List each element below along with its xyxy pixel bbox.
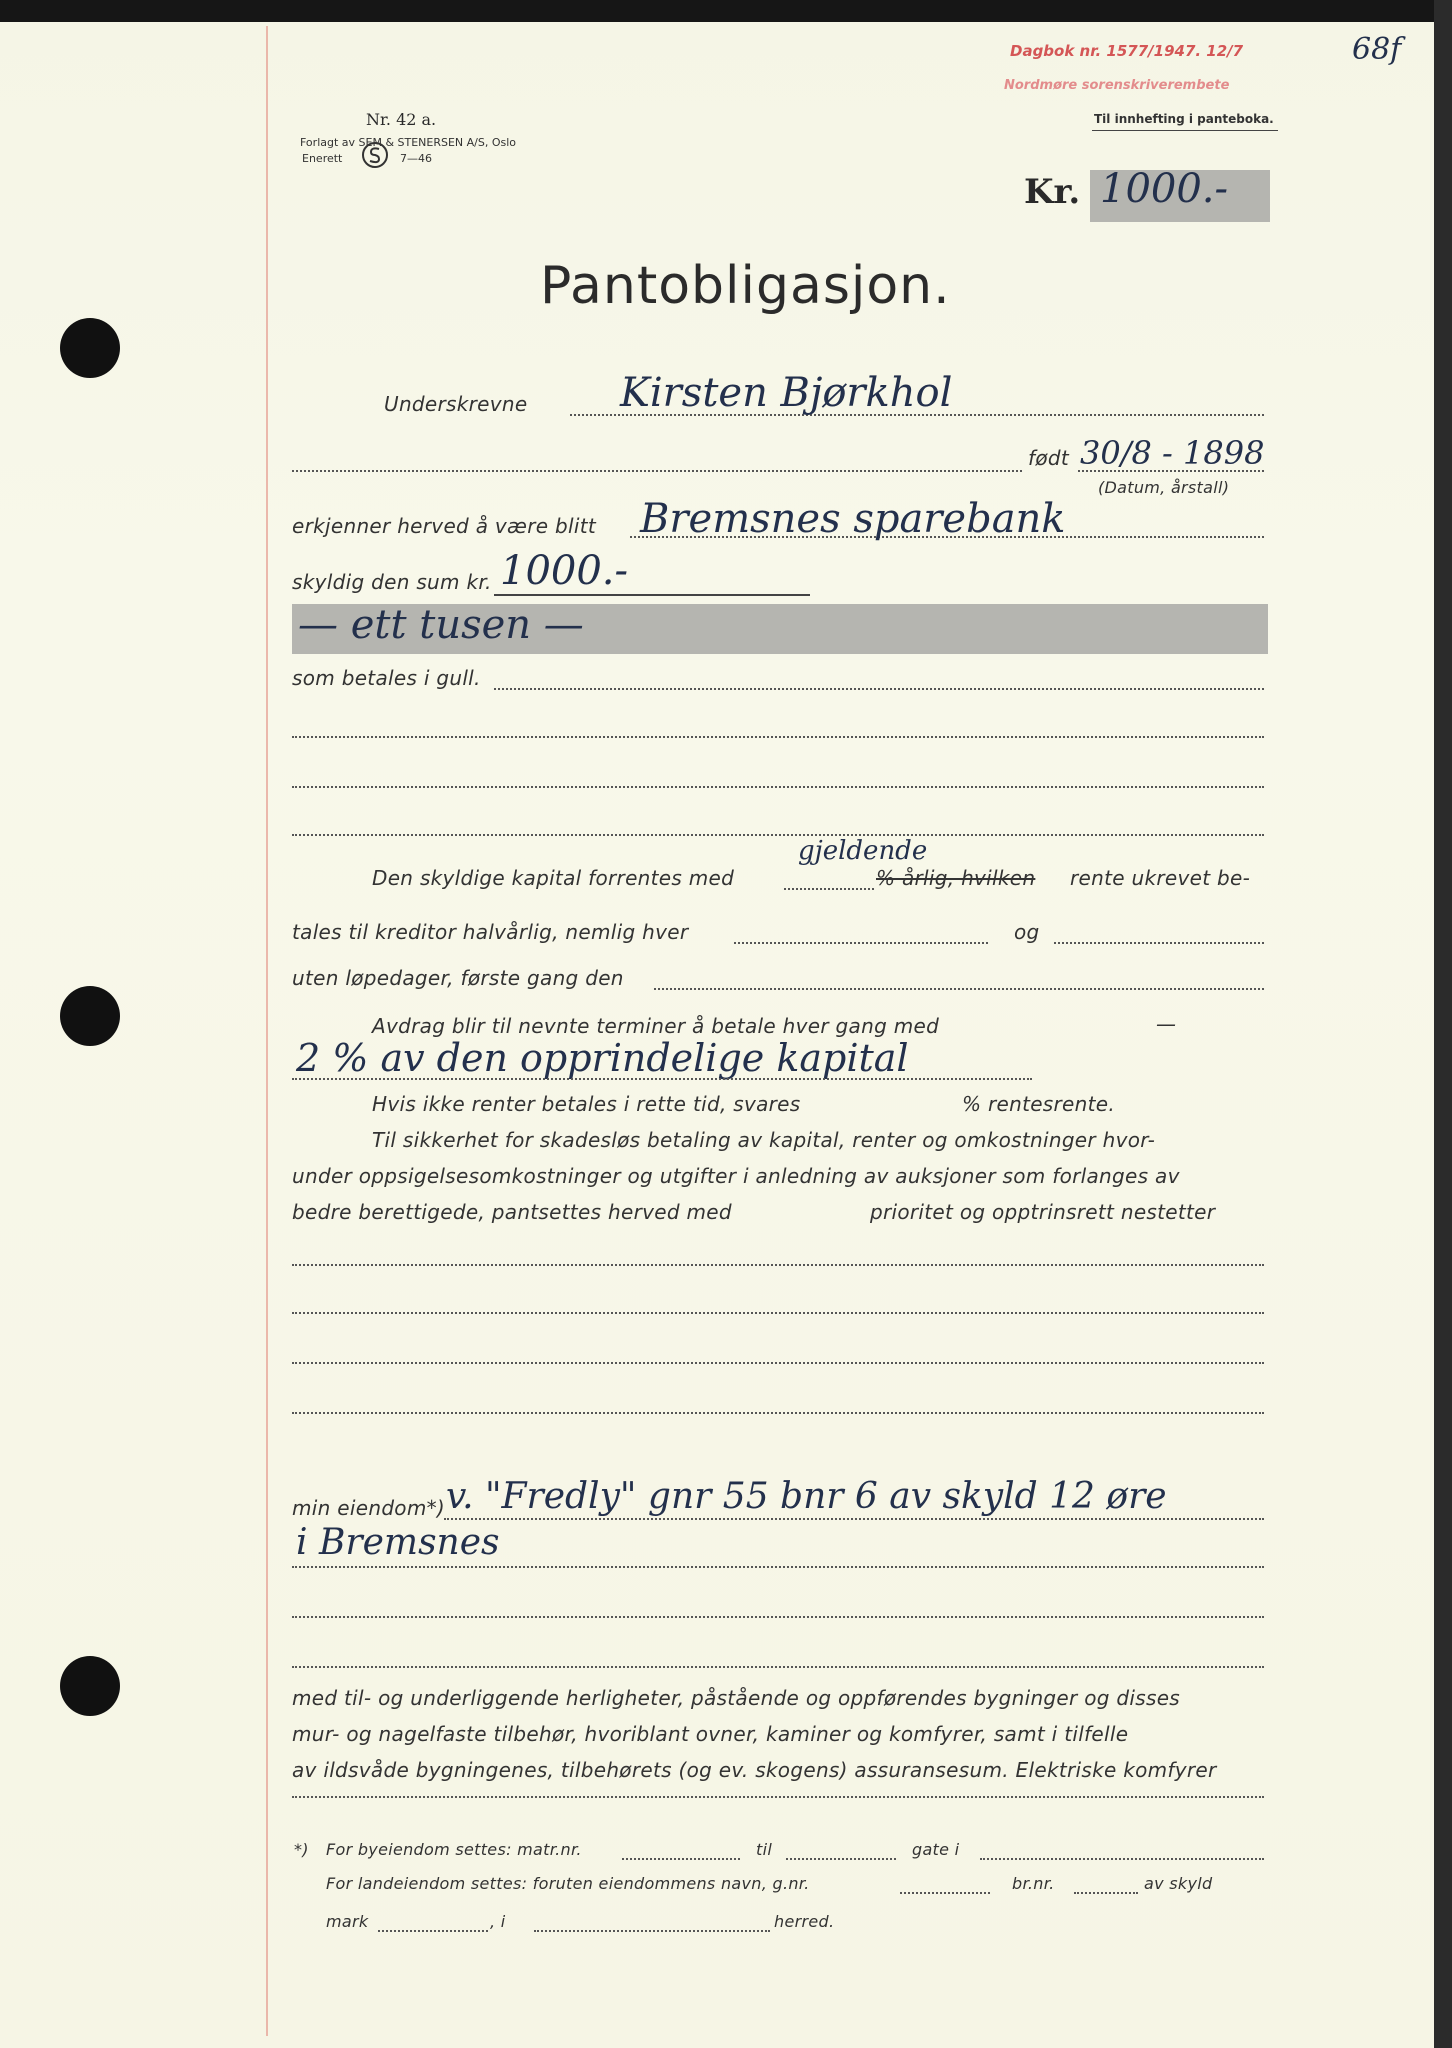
interest-line1-suffix: rente ukrevet be-	[1070, 866, 1251, 890]
punch-hole	[60, 986, 120, 1046]
interest-line1-prefix: Den skyldige kapital forrentes med	[372, 866, 735, 890]
installment-handwritten: 2 % av den opprindelige kapital	[296, 1036, 909, 1080]
footnote-line	[980, 1858, 1264, 1860]
footnote-city-gate: gate i	[912, 1840, 960, 1859]
security-line3-prefix: bedre berettigede, pantsettes herved med	[292, 1200, 732, 1224]
footnote-line	[786, 1858, 896, 1860]
blank-line	[292, 1666, 1264, 1668]
blank-line	[292, 1616, 1264, 1618]
interest-date-line	[734, 942, 988, 944]
footnote-mark: mark	[326, 1912, 369, 1931]
interest-struck-text: % årlig, hvilken	[876, 866, 1036, 890]
blank-line	[292, 1412, 1264, 1414]
interest-inserted-word: gjeldende	[798, 836, 928, 866]
security-line2: under oppsigelsesomkostninger og utgifter i anledning av auksjoner som forlanges av	[292, 1164, 1180, 1188]
first-date-line	[654, 988, 1264, 990]
blank-line	[292, 834, 1264, 836]
document-title: Pantobligasjon.	[540, 256, 951, 316]
appurtenance-line: av ildsvåde bygningenes, tilbehørets (og ev. skogens) assuransesum. Elektriske komfyrer	[292, 1758, 1217, 1782]
blank-line	[292, 1566, 1264, 1568]
creditor-label: erkjenner herved å være blitt	[292, 514, 597, 538]
security-line3-suffix: prioritet og opptrinsrett nestetter	[870, 1200, 1216, 1224]
interest-rate-line	[784, 888, 874, 890]
property-value-line1: v. "Fredly" gnr 55 bnr 6 av skyld 12 øre	[446, 1476, 1167, 1517]
sum-value: 1000.-	[500, 548, 629, 594]
undersigned-label: Underskrevne	[384, 392, 528, 416]
binding-note: Til innhefting i panteboka.	[1094, 112, 1274, 126]
footnote-herred: herred.	[774, 1912, 835, 1931]
footnote-city-til: til	[756, 1840, 773, 1859]
footnote-line	[378, 1930, 488, 1932]
punch-hole	[60, 318, 120, 378]
edition-date: 7—46	[400, 152, 432, 165]
publisher-line: Forlagt av SEM & STENERSEN A/S, Oslo	[300, 136, 517, 149]
footnote-line	[1074, 1892, 1138, 1894]
footnote-city-prefix: For byeiendom settes: matr.nr.	[326, 1840, 582, 1859]
born-leader-line	[292, 470, 1022, 472]
copyright-label: Enerett	[302, 152, 343, 165]
punch-hole	[60, 1656, 120, 1716]
sum-label: skyldig den sum kr.	[292, 570, 492, 594]
blank-line	[292, 1264, 1264, 1266]
installment-dash: —	[1156, 1012, 1177, 1036]
footnote-i: , i	[490, 1912, 506, 1931]
property-label: min eiendom*)	[292, 1496, 446, 1520]
blank-line	[292, 1796, 1264, 1798]
footnote-marker: *)	[294, 1840, 309, 1859]
property-line	[444, 1518, 1264, 1520]
form-number: Nr. 42 a.	[366, 110, 437, 129]
interest-and: og	[1014, 920, 1040, 944]
born-label: født	[1028, 446, 1070, 470]
interest-line3-prefix: uten løpedager, første gang den	[292, 966, 624, 990]
margin-rule	[266, 26, 268, 2036]
creditor-value: Bremsnes sparebank	[640, 496, 1066, 542]
footnote-rural-skyld: av skyld	[1144, 1874, 1213, 1893]
security-line1: Til sikkerhet for skadesløs betaling av kapital, renter og omkostninger hvor-	[372, 1128, 1156, 1152]
born-hint: (Datum, årstall)	[1098, 478, 1230, 497]
scan-border-right	[1434, 0, 1452, 2048]
blank-line	[292, 1362, 1264, 1364]
installment-line1: Avdrag blir til nevnte terminer å betale hver gang med	[372, 1014, 940, 1038]
appurtenance-line: med til- og underliggende herligheter, påstående og oppførendes bygninger og disses	[292, 1686, 1181, 1710]
gold-label: som betales i gull.	[292, 666, 481, 690]
installment-line	[292, 1078, 1032, 1080]
footnote-line	[622, 1858, 740, 1860]
penalty-suffix: % rentesrente.	[962, 1092, 1116, 1116]
appurtenance-line: mur- og nagelfaste tilbehør, hvoriblant ovner, kaminer og komfyrer, samt i tilfelle	[292, 1722, 1129, 1746]
scan-border-top	[0, 0, 1452, 22]
footnote-line	[900, 1892, 990, 1894]
blank-line	[292, 736, 1264, 738]
footnote-rural-brnr: br.nr.	[1012, 1874, 1055, 1893]
registry-stamp: Dagbok nr. 1577/1947. 12/7	[1010, 42, 1244, 60]
footnote-line	[534, 1930, 770, 1932]
footnote-rural-prefix: For landeiendom settes: foruten eiendommens navn, g.nr.	[326, 1874, 810, 1893]
penalty-prefix: Hvis ikke renter betales i rette tid, svares	[372, 1092, 801, 1116]
amount-label: Kr.	[1024, 172, 1081, 212]
binding-note-underline	[1092, 130, 1278, 131]
interest-line2-prefix: tales til kreditor halvårlig, nemlig hver	[292, 920, 689, 944]
sum-words-value: — ett tusen —	[298, 602, 584, 648]
blank-line	[292, 1312, 1264, 1314]
interest-date-line	[1054, 942, 1264, 944]
publisher-logo-icon	[360, 140, 390, 170]
sum-line	[494, 594, 810, 596]
born-value: 30/8 - 1898	[1080, 434, 1265, 472]
amount-value: 1000.-	[1100, 166, 1229, 212]
registry-office-stamp: Nordmøre sorenskriverembete	[1004, 78, 1230, 93]
gold-line	[494, 688, 1264, 690]
undersigned-value: Kirsten Bjørkhol	[620, 370, 953, 416]
blank-line	[292, 786, 1264, 788]
folio-number: 68f	[1352, 32, 1402, 67]
property-value-line2: i Bremsnes	[296, 1522, 500, 1563]
